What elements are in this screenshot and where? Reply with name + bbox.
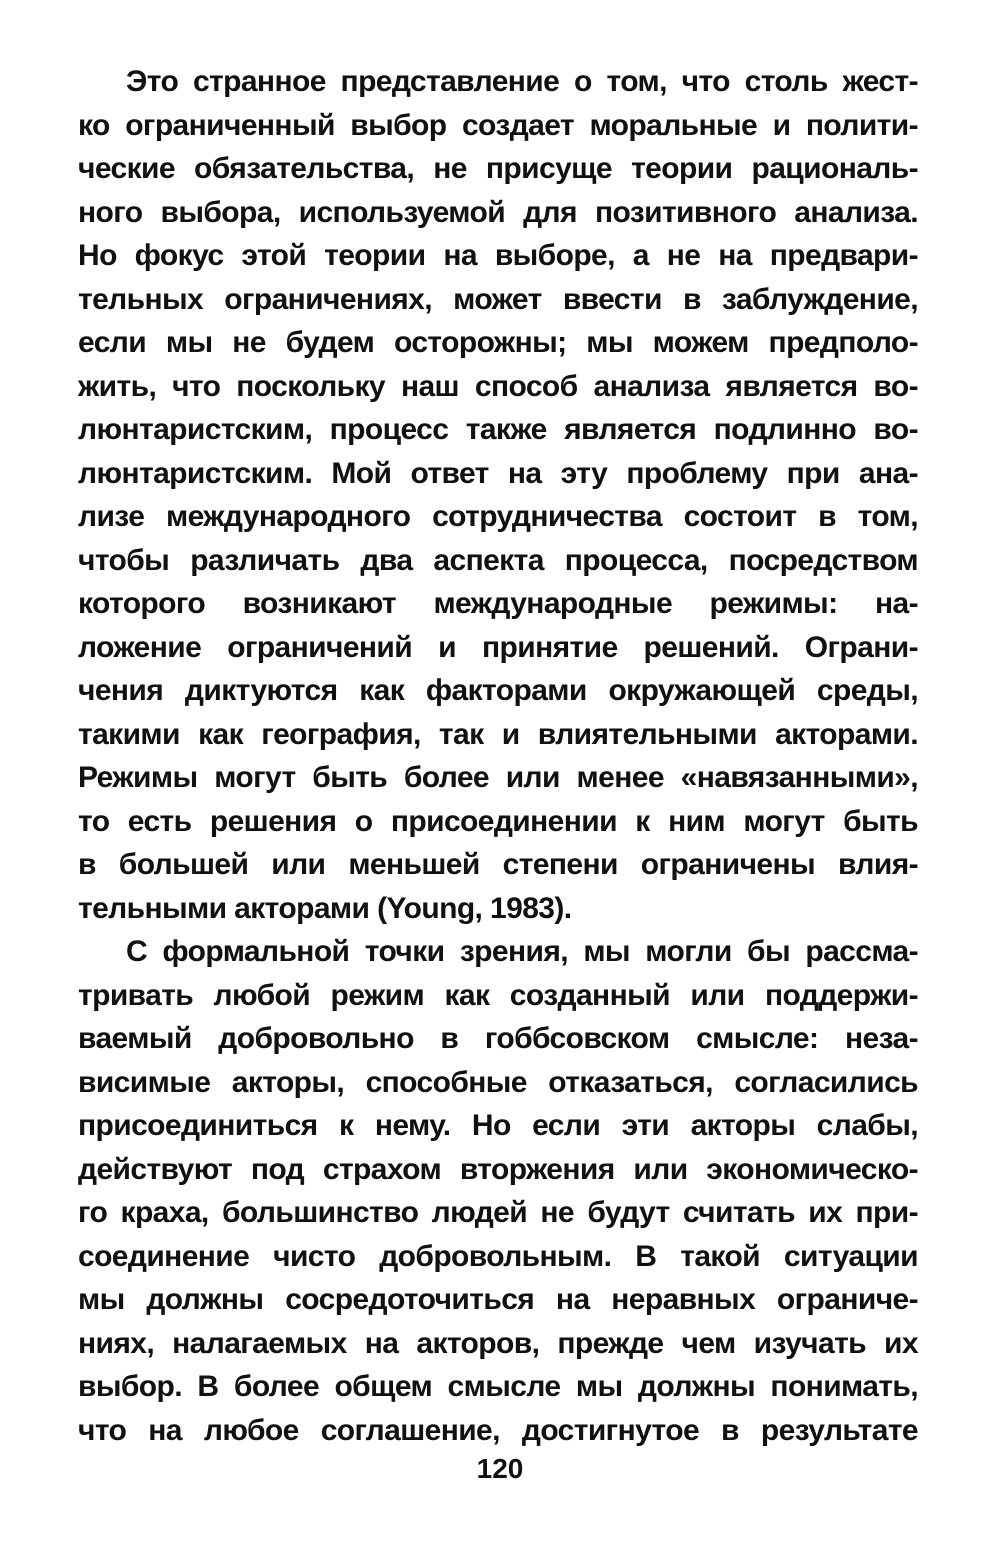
- text-line: С формальной точки зрения, мы могли бы рассма-: [126, 935, 918, 968]
- text-line: мы должны сосредоточиться на неравных ограниче-: [78, 1283, 918, 1316]
- text-line: тельных ограничениях, может ввести в заблуждение,: [78, 282, 918, 316]
- page-body: [78, 60, 918, 1452]
- text-line: лизе международного сотрудничества состоит в том,: [78, 500, 918, 533]
- text-line: люнтаристским, процесс также является подлинно во-: [78, 413, 918, 446]
- text-line: которого возникают международные режимы: на-: [78, 587, 918, 620]
- text-line: ваемый добровольно в гоббсовском смысле: неза-: [78, 1022, 918, 1055]
- paragraph-2: [78, 930, 918, 1452]
- text-line: ческие обязательства, не присуще теории рациональ-: [78, 152, 918, 185]
- text-line: такими как география, так и влиятельными акторами.: [78, 717, 918, 751]
- text-line: то есть решения о присоединении к ним могут быть: [78, 804, 918, 838]
- text-line: присоединиться к нему. Но если эти акторы слабы,: [78, 1109, 918, 1142]
- text-line: ко ограниченный выбор создает моральные и полити-: [78, 108, 918, 142]
- text-line: Это странное представление о том, что столь жест-: [126, 65, 918, 98]
- text-line: тривать любой режим как созданный или поддержи-: [78, 978, 918, 1012]
- text-line: действуют под страхом вторжения или экономическо-: [78, 1152, 918, 1186]
- text-line: ного выбора, используемой для позитивного анализа.: [78, 195, 918, 229]
- text-line: го краха, большинство людей не будут считать их при-: [78, 1196, 918, 1229]
- text-line: ложение ограничений и принятие решений. Ограни-: [78, 630, 918, 664]
- text-line: Режимы могут быть более или менее «навязанными»,: [78, 761, 918, 794]
- text-line: чения диктуются как факторами окружающей среды,: [78, 674, 918, 707]
- text-line: что на любое соглашение, достигнутое в результате: [78, 1413, 918, 1447]
- text-line: тельными акторами (Young, 1983).: [78, 891, 572, 925]
- text-line: ниях, налагаемых на акторов, прежде чем изучать их: [78, 1326, 918, 1360]
- text-line: чтобы различать два аспекта процесса, посредством: [78, 543, 918, 577]
- text-line: соединение чисто добровольным. В такой ситуации: [78, 1239, 918, 1273]
- text-line: висимые акторы, способные отказаться, согласились: [78, 1065, 918, 1099]
- text-line: в большей или меньшей степени ограничены влия-: [78, 848, 918, 881]
- paragraph-1: [78, 60, 918, 930]
- text-line: Но фокус этой теории на выборе, а не на предвари-: [78, 239, 918, 272]
- text-line: выбор. В более общем смысле мы должны понимать,: [78, 1370, 918, 1403]
- page-number: 120: [476, 1453, 524, 1484]
- text-line: люнтаристским. Мой ответ на эту проблему при ана-: [78, 456, 918, 490]
- text-line: если мы не будем осторожны; мы можем предполо-: [78, 326, 918, 359]
- text-line: жить, что поскольку наш способ анализа является во-: [78, 369, 918, 403]
